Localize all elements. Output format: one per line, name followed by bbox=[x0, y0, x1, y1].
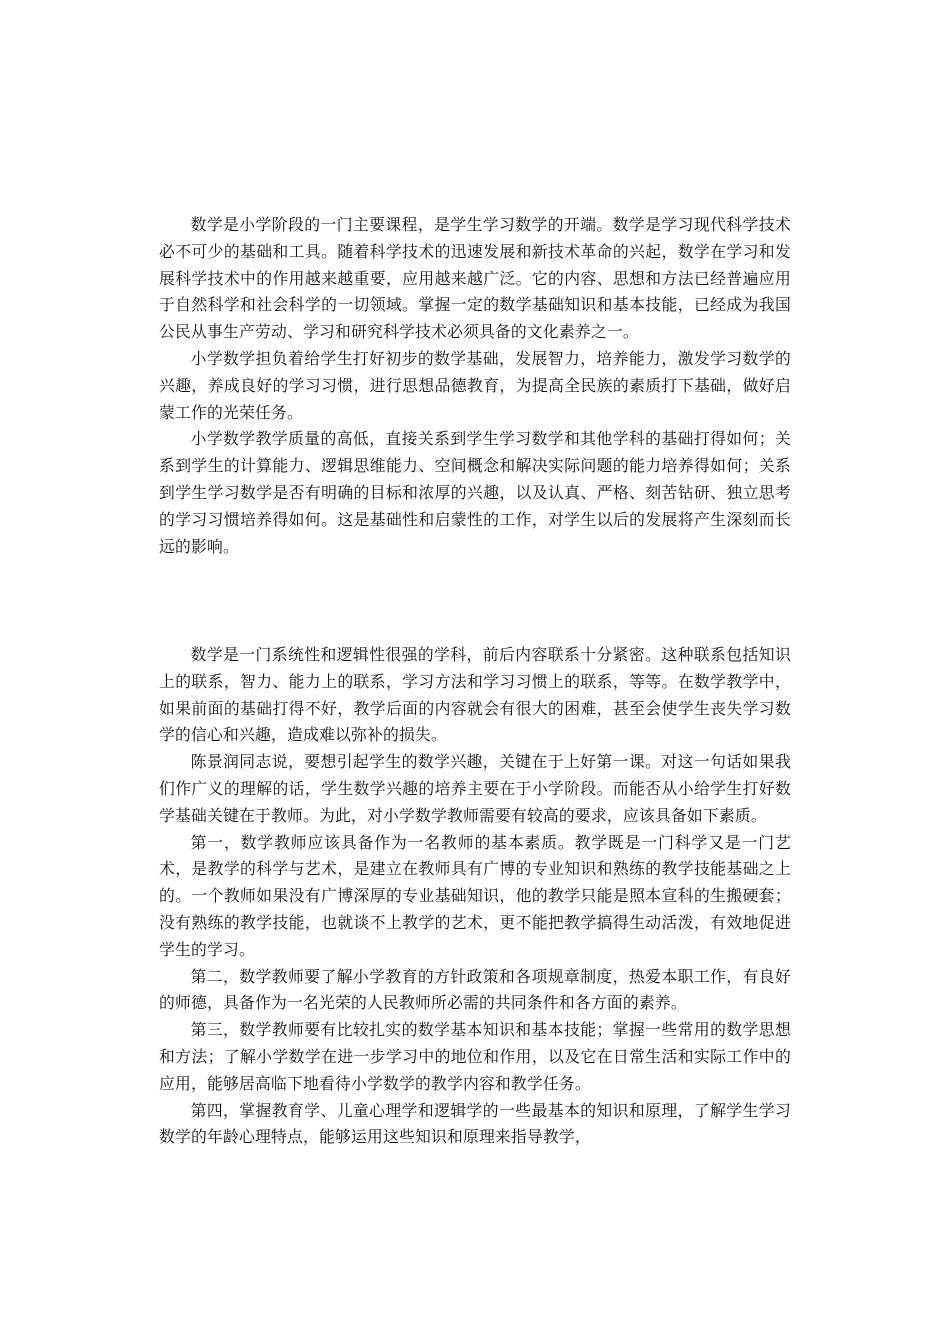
paragraph: 小学数学教学质量的高低，直接关系到学生学习数学和其他学科的基础打得如何；关系到学生的计算能力、逻辑思维能力、空间概念和解决实际问题的能力培养得如何；关系到学生学习数学是否有明确的目标和浓厚的兴趣，以及认真、严格、刻苦钻研、独立思考的学习习惯培养得如何。这是基础性和启蒙性的工作，对学生以后的发展将产生深刻而长远的影响。 bbox=[159, 429, 791, 556]
paragraph: 陈景润同志说，要想引起学生的数学兴趣，关键在于上好第一课。对这一句话如果我们作广义的理解的话，学生数学兴趣的培养主要在于小学阶段。而能否从小给学生打好数学基础关键在于教师。为此，对小学数学教师需要有较高的要求，应该具备如下素质。 bbox=[159, 752, 791, 825]
paragraph: 小学数学担负着给学生打好初步的数学基础，发展智力，培养能力，激发学习数学的兴趣，养成良好的学习习惯，进行思想品德教育，为提高全民族的素质打下基础，做好启蒙工作的光荣任务。 bbox=[159, 348, 791, 422]
text-section-1 bbox=[159, 212, 791, 560]
paragraph: 第三，数学教师要有比较扎实的数学基本知识和基本技能；掌握一些常用的数学思想和方法；了解小学数学在进一步学习中的地位和作用，以及它在日常生活和实际工作中的应用，能够居高临下地看待小学数学的教学内容和教学任务。 bbox=[159, 1020, 791, 1093]
paragraph: 数学是小学阶段的一门主要课程，是学生学习数学的开端。数学是学习现代科学技术必不可少的基础和工具。随着科学技术的迅速发展和新技术革命的兴起，数学在学习和发展科学技术中的作用越来越重要，应用越来越广泛。它的内容、思想和方法已经普遍应用于自然科学和社会科学的一切领域。掌握一定的数学基础知识和基本技能，已经成为我国公民从事生产劳动、学习和研究科学技术必须具备的文化素养之一。 bbox=[159, 215, 791, 342]
paragraph: 第二，数学教师要了解小学教育的方针政策和各项规章制度，热爱本职工作，有良好的师德，具备作为一名光荣的人民教师所必需的共同条件和各方面的素养。 bbox=[159, 966, 791, 1013]
paragraph: 第一，数学教师应该具备作为一名教师的基本素质。教学既是一门科学又是一门艺术，是教学的科学与艺术，是建立在教师具有广博的专业知识和熟练的教学技能基础之上的。一个教师如果没有广博深厚的专业基础知识，他的教学只能是照本宣科的生搬硬套；没有熟练的教学技能，也就谈不上教学的艺术，更不能把教学搞得生动活泼，有效地促进学生的学习。 bbox=[159, 832, 791, 959]
document-page bbox=[159, 0, 791, 1343]
text-section-2 bbox=[159, 642, 791, 1151]
paragraph: 第四，掌握教育学、儿童心理学和逻辑学的一些最基本的知识和原理，了解学生学习数学的年龄心理特点，能够运用这些知识和原理来指导教学， bbox=[159, 1100, 791, 1147]
paragraph: 数学是一门系统性和逻辑性很强的学科，前后内容联系十分紧密。这种联系包括知识上的联系，智力、能力上的联系，学习方法和学习习惯上的联系，等等。在数学教学中，如果前面的基础打得不好，教学后面的内容就会有很大的困难，甚至会使学生丧失学习数学的信心和兴趣，造成难以弥补的损失。 bbox=[159, 645, 791, 745]
